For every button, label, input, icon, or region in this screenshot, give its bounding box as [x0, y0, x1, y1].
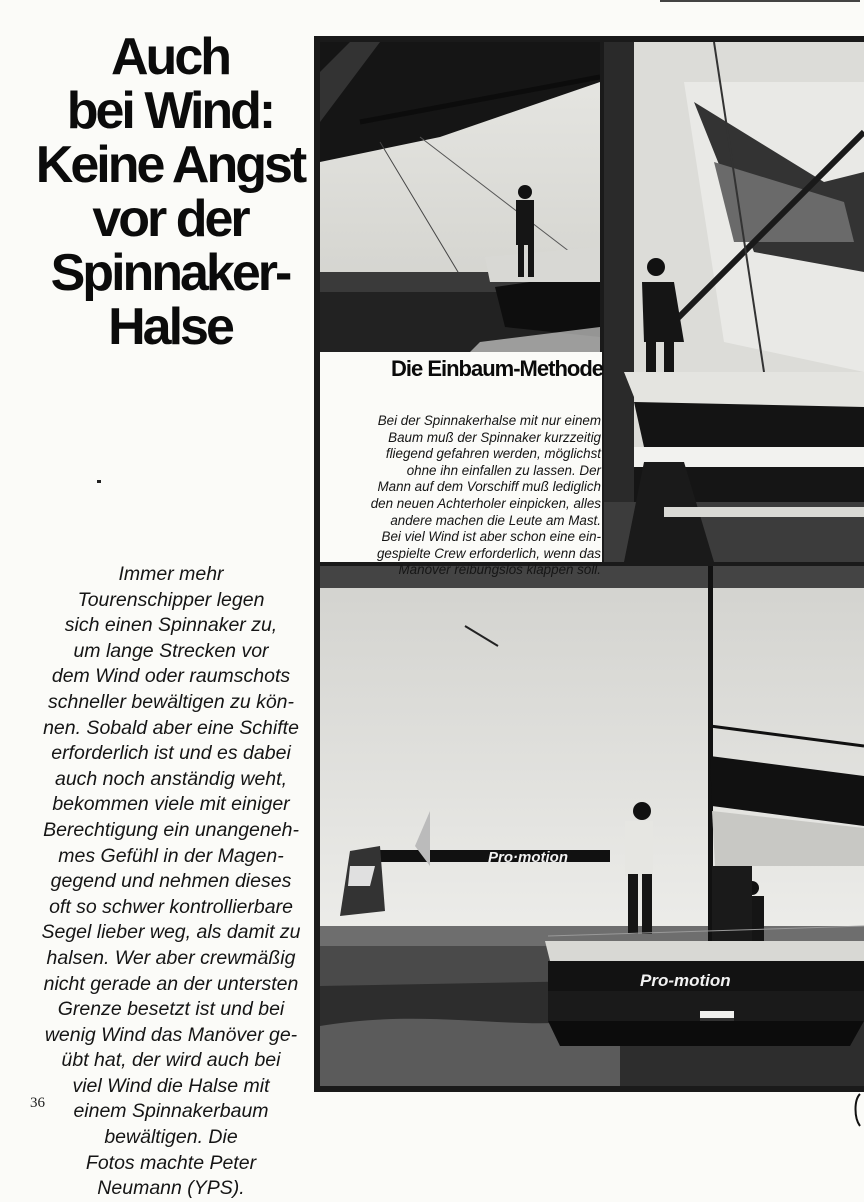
intro-paragraph — [26, 562, 316, 1202]
intro-line: mes Gefühl in der Magen- — [58, 844, 284, 867]
caption-line: Bei der Spinnakerhalse mit nur einem — [377, 413, 601, 428]
intro-line: wenig Wind das Manöver ge- — [44, 1023, 298, 1046]
caption-line: Bei viel Wind ist aber schon eine ein- — [381, 529, 601, 545]
headline-line: Spinnaker- — [50, 244, 290, 302]
intro-line: halsen. Wer aber crewmäßig — [46, 946, 296, 969]
page-number: 36 — [30, 1095, 45, 1111]
intro-line: übt hat, der wird auch bei — [61, 1049, 281, 1072]
intro-line: Tourenschipper legen — [77, 588, 265, 611]
intro-line: einem Spinnakerbaum — [73, 1100, 269, 1123]
intro-line: Fotos machte Peter — [85, 1151, 257, 1174]
intro-line: oft so schwer kontrollierbare — [49, 895, 293, 918]
caption-line: andere machen die Leute am Mast. — [390, 512, 601, 528]
intro-line: Grenze besetzt ist und bei — [57, 998, 285, 1021]
headline-line: vor der — [92, 190, 248, 248]
headline-line: Keine Angst — [35, 136, 305, 194]
page-curl-mark — [852, 1090, 864, 1130]
intro-line: gegend und nehmen dieses — [50, 870, 292, 893]
intro-line: Immer mehr — [118, 563, 224, 585]
photo-boat-promotion — [320, 566, 864, 1086]
intro-line: Neumann (YPS). — [97, 1177, 245, 1200]
photo-subhead: Die Einbaum-Methode — [390, 356, 603, 381]
caption-line: fliegend gefahren werden, möglichst — [385, 446, 601, 462]
intro-line: bekommen viele mit einiger — [52, 793, 290, 816]
page-top-rule — [660, 0, 860, 2]
caption-line: gespielte Crew erforderlich, wenn das — [376, 545, 601, 561]
caption-line: Mann auf dem Vorschiff muß lediglich — [377, 479, 601, 495]
caption-line: den neuen Achterholer einpicken, alles — [370, 495, 601, 511]
intro-line: erforderlich ist und es dabei — [51, 742, 291, 765]
stern-boat-name: Pro-motion — [640, 971, 731, 990]
headline-line: bei Wind: — [66, 82, 274, 140]
intro-line: Segel lieber weg, als damit zu — [41, 921, 301, 944]
article-headline — [20, 30, 320, 354]
caption-line: Manöver reibungslos klappen soll. — [398, 562, 601, 578]
photo-caption — [343, 413, 601, 579]
intro-line: auch noch anständig weht, — [54, 767, 287, 790]
intro-line: bewältigen. Die — [104, 1126, 238, 1149]
intro-line: dem Wind oder raumschots — [51, 665, 291, 688]
intro-line: schneller bewältigen zu kön- — [47, 690, 295, 713]
intro-line: sich einen Spinnaker zu, — [64, 614, 278, 637]
intro-line: nen. Sobald aber eine Schifte — [43, 716, 299, 739]
caption-line: ohne ihn einfallen zu lassen. Der — [406, 462, 601, 478]
intro-line: nicht gerade an der untersten — [43, 972, 299, 995]
stray-mark — [97, 480, 101, 483]
intro-line: um lange Strecken vor — [73, 639, 269, 662]
headline-line: Auch — [111, 28, 229, 86]
intro-line: Berechtigung ein unangeneh- — [43, 818, 299, 841]
caption-line: Baum muß der Spinnaker kurzzeitig — [388, 429, 601, 445]
boom-lettering: Pro·motion — [488, 849, 568, 866]
photo-foredeck-crew — [320, 42, 600, 352]
intro-line: viel Wind die Halse mit — [72, 1074, 270, 1097]
photo-mast-crew — [604, 42, 864, 562]
headline-line: Halse — [108, 298, 232, 356]
